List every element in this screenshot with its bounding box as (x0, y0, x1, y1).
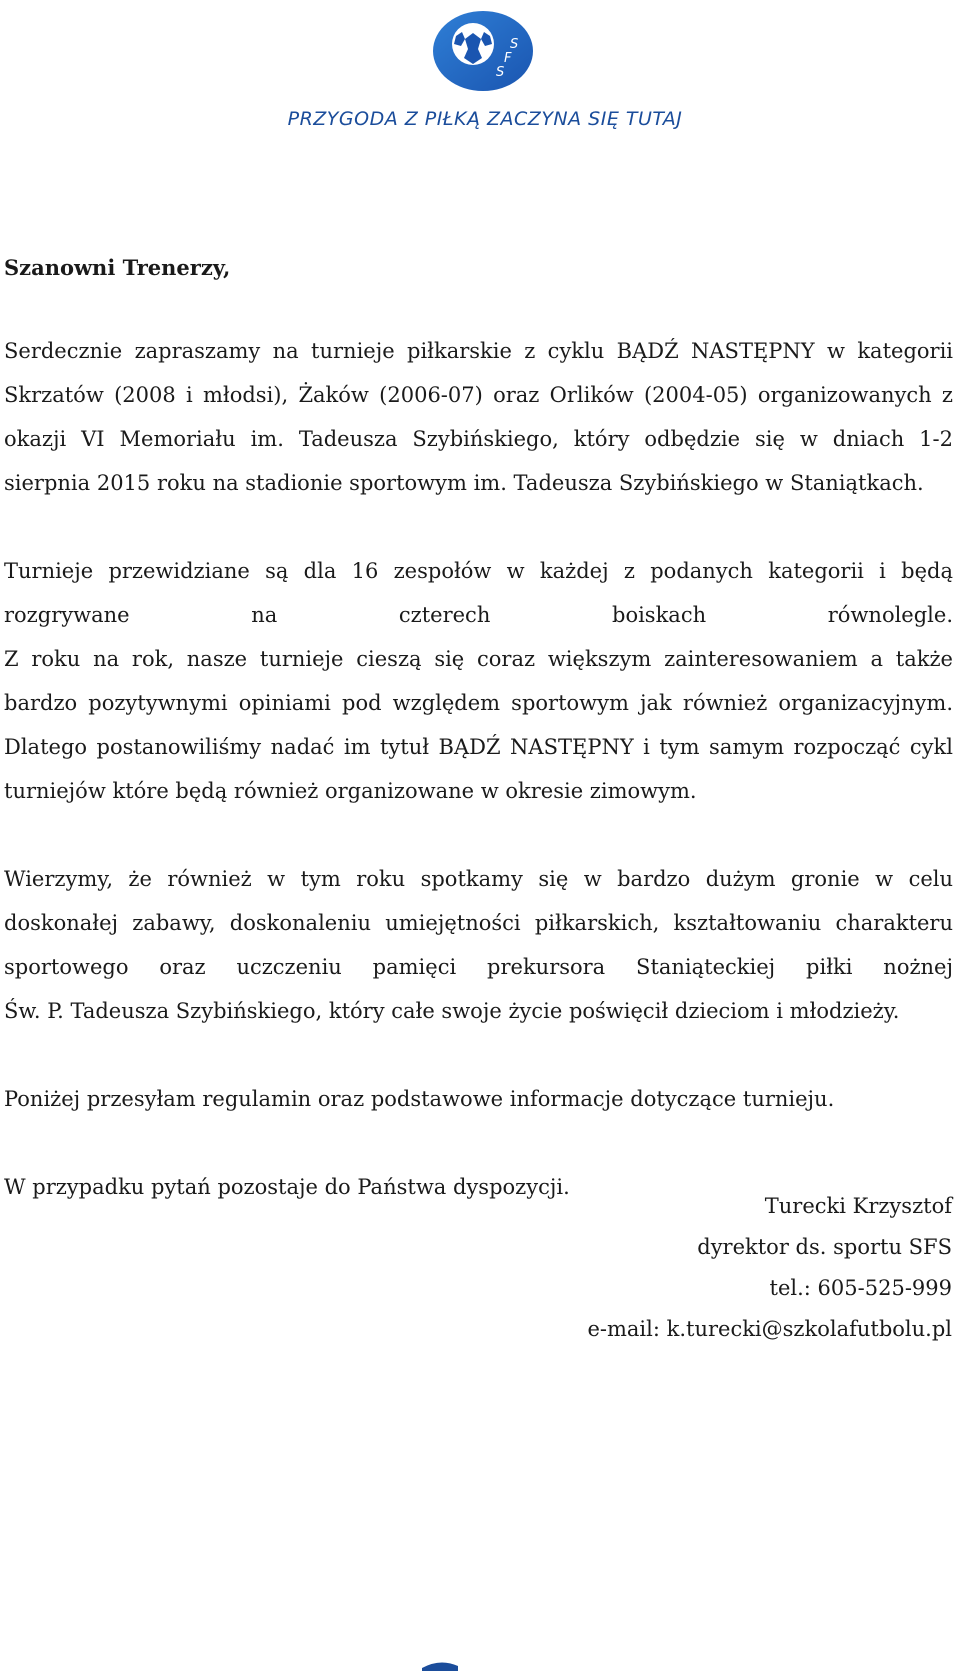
signature-block (587, 1186, 952, 1350)
paragraph-tournament-info (4, 549, 953, 813)
signature-role: dyrektor ds. sportu SFS (697, 1235, 952, 1259)
svg-text:F: F (504, 51, 512, 66)
footer-decoration-icon (420, 1656, 460, 1671)
paragraph-line: Wierzymy, że również w tym roku spotkamy się w bardzo dużym gronie w celu (4, 867, 953, 891)
paragraph-line: sportowego oraz uczczeniu pamięci prekursora Staniąteckiej piłki nożnej (4, 955, 953, 979)
sfs-logo-icon (428, 6, 538, 96)
signature-name: Turecki Krzysztof (764, 1194, 952, 1218)
signature-email[interactable]: e-mail: k.turecki@szkolafutbolu.pl (587, 1317, 952, 1341)
paragraph-line: rozgrywane na czterech boiskach równolegle. (4, 603, 953, 627)
paragraph-invitation: Serdecznie zapraszamy na turnieje piłkarskie z cyklu BĄDŹ NASTĘPNY w kategorii Skrzatów (2008 i młodsi), Żaków (2006-07) oraz Orlików (2004-05) organizowanych z okazji VI Memoriału im. Tadeusza Szybińskiego, który odbędzie się w dniach 1-2 sierpnia 2015 roku na stadionie sportowym im. Tadeusza Szybińskiego w Staniątkach. (4, 339, 953, 495)
paragraph-line: Św. P. Tadeusza Szybińskiego, który całe swoje życie poświęcił dzieciom i młodzieży. (4, 999, 900, 1023)
greeting: Szanowni Trenerzy, (4, 255, 231, 280)
paragraph-belief (4, 857, 953, 1033)
tagline: PRZYGODA Z PIŁKĄ ZACZYNA SIĘ TUTAJ (287, 108, 683, 130)
paragraph-line: doskonałej zabawy, doskonaleniu umiejętności piłkarskich, kształtowaniu charakteru (4, 911, 953, 935)
paragraph-attachment: Poniżej przesyłam regulamin oraz podstawowe informacje dotyczące turnieju. (4, 1087, 835, 1111)
signature-phone: tel.: 605-525-999 (769, 1276, 952, 1300)
letterhead (0, 0, 960, 140)
paragraph-line: Turnieje przewidziane są dla 16 zespołów w każdej z podanych kategorii i będą (4, 559, 953, 583)
paragraph-contact: W przypadku pytań pozostaje do Państwa dyspozycji. (4, 1175, 570, 1199)
paragraph-line: Z roku na rok, nasze turnieje cieszą się coraz większym zainteresowaniem a także bardzo pozytywnymi opiniami pod względem sportowym jak również organizacyjnym. Dlatego postanowiliśmy nadać im tytuł BĄDŹ NASTĘPNY i tym samym rozpocząć cykl turniejów które będą również organizowane w okresie zimowym. (4, 647, 953, 803)
letter-body (4, 247, 953, 1209)
svg-text:S: S (496, 65, 505, 80)
svg-text:S: S (510, 37, 519, 52)
